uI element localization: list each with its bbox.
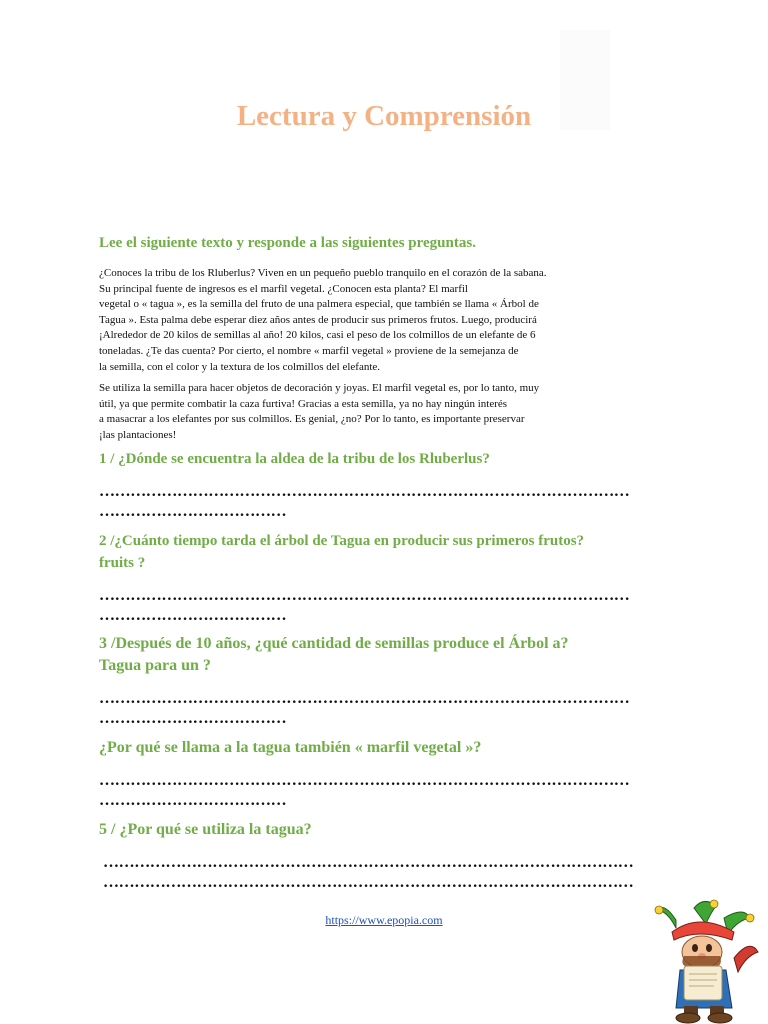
question-text: 2 /¿Cuánto tiempo tarda el árbol de Tagua en producir sus primeros frutos? <box>99 533 585 549</box>
page-title: Lectura y Comprensión <box>236 100 532 132</box>
paragraph-line: toneladas. ¿Te das cuenta? Por cierto, el nombre « marfil vegetal » proviene de la semejanza de <box>99 344 519 357</box>
reading-paragraph-2 <box>99 381 619 443</box>
answer-lines-3 <box>99 689 705 729</box>
paragraph-line: ¡las plantaciones! <box>99 428 177 441</box>
question-text-continued: fruits ? <box>99 555 146 571</box>
paragraph-line: Se utiliza la semilla para hacer objetos de decoración y joyas. El marfil vegetal es, por lo tanto, muy <box>99 382 540 394</box>
answer-line: ……………………………… <box>99 792 287 809</box>
question-text: 5 / ¿Por qué se utiliza la tagua? <box>99 821 312 838</box>
question-2 <box>99 530 584 574</box>
question-text: ¿Por qué se llama a la tagua también « marfil vegetal »? <box>99 739 482 756</box>
answer-lines-2 <box>99 586 705 626</box>
paragraph-line: Tagua ». Esta palma debe esperar diez años antes de producir sus primeros frutos. Luego, producirá <box>99 313 537 326</box>
answer-lines-1 <box>99 482 705 522</box>
paragraph-line: vegetal o « tagua », es la semilla del fruto de una palmera especial, que también se llama « Árbol de <box>99 298 539 311</box>
answer-line: ………………………………………………………………………………………… <box>99 690 630 707</box>
answer-line: ………………………………………………………………………………………… <box>99 483 630 500</box>
paragraph-line: la semilla, con el color y la textura de los colmillos del elefante. <box>99 360 381 373</box>
paragraph-line: útil, ya que permite combatir la caza furtiva! Gracias a esta semilla, ya no hay ningún interés <box>99 397 508 410</box>
reading-paragraph-1 <box>99 266 619 375</box>
answer-line: ………………………………………………………………………………………… <box>103 854 634 871</box>
instruction-text: Lee el siguiente texto y responde a las siguientes preguntas. <box>99 235 476 251</box>
answer-lines-5 <box>103 853 709 893</box>
answer-line: ………………………………………………………………………………………… <box>103 874 634 891</box>
paragraph-line: Su principal fuente de ingresos es el marfil vegetal. ¿Conocen esta planta? El marfil <box>99 282 468 295</box>
answer-lines-4 <box>99 771 705 811</box>
answer-line: ………………………………………………………………………………………… <box>99 772 630 789</box>
question-text: 1 / ¿Dónde se encuentra la aldea de la tribu de los Rluberlus? <box>99 451 490 467</box>
answer-line: ………………………………………………………………………………………… <box>99 587 630 604</box>
question-5 <box>99 819 312 841</box>
answer-line: ……………………………… <box>99 503 287 520</box>
question-3 <box>99 633 569 677</box>
question-4 <box>99 737 481 759</box>
footer-link[interactable]: https://www.epopia.com <box>325 913 443 927</box>
answer-line: ……………………………… <box>99 710 287 727</box>
answer-line: ……………………………… <box>99 607 287 624</box>
paragraph-line: ¡Alrededor de 20 kilos de semillas al año! 20 kilos, casi el peso de los colmillos de un elefante de 6 <box>99 329 536 342</box>
paragraph-line: a masacrar a los elefantes por sus colmillos. Es genial, ¿no? Por lo tanto, es importante preservar <box>99 413 525 426</box>
question-1 <box>99 448 490 470</box>
question-text-continued: Tagua para un ? <box>99 657 211 674</box>
jester-mascot-icon <box>654 898 764 1024</box>
question-text: 3 /Después de 10 años, ¿qué cantidad de semillas produce el Árbol a? <box>99 635 569 652</box>
paragraph-line: ¿Conoces la tribu de los Rluberlus? Viven en un pequeño pueblo tranquilo en el corazón de la sabana. <box>99 267 547 279</box>
